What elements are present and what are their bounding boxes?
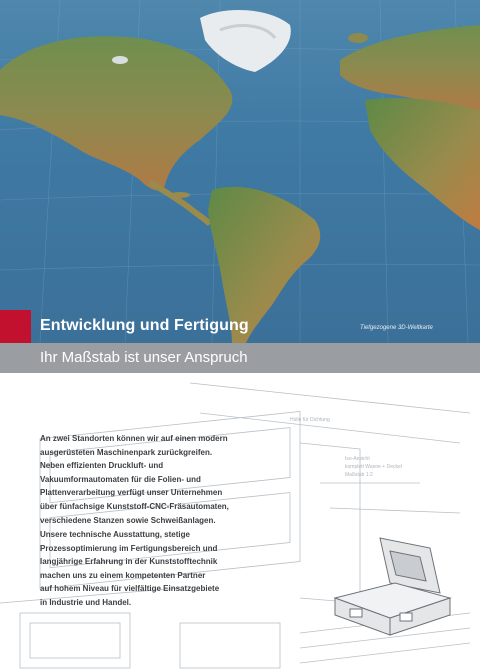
paragraph-2-line: Prozessoptimierung im Fertigungsbereich und — [40, 543, 218, 553]
paragraph-1-line: Plattenverarbeitung verfügt unser Unternehmen — [40, 488, 223, 498]
paragraph-1-line: ausgerüsteten Maschinenpark zurückgreifen. — [40, 447, 213, 457]
paragraph-1-line: Neben effizienten Druckluft- und — [40, 461, 164, 471]
paragraph-1-line: verschiedene Stanzen sowie Schweißanlagen. — [40, 515, 216, 525]
paragraph-1-line: Vakuumformautomaten für die Folien- und — [40, 474, 201, 484]
body-paragraph-1 — [40, 432, 260, 527]
svg-text:Iso-Ansicht: Iso-Ansicht — [345, 456, 370, 462]
paragraph-1-line: über fünfachsige Kunststoff-CNC-Fräsautomaten, — [40, 501, 229, 511]
paragraph-1-line: An zwei Standorten können wir auf einen modern — [40, 434, 228, 443]
paragraph-2-line: machen uns zu einem kompetenten Partner — [40, 570, 206, 580]
paragraph-2-line: auf hohem Niveau für vielfältige Einsatzgebiete — [40, 584, 220, 594]
paragraph-2-line: langjährige Erfahrung in der Kunststofftechnik — [40, 557, 218, 567]
title-accent-bar — [0, 310, 31, 343]
svg-text:Maßstab 1:2: Maßstab 1:2 — [345, 472, 373, 478]
paragraph-2-line: Unsere technische Ausstattung, stetige — [40, 530, 190, 539]
svg-text:komplett Wanne + Deckel: komplett Wanne + Deckel — [345, 464, 402, 470]
paragraph-2-line: in Industrie und Handel. — [40, 597, 132, 607]
svg-text:Hülle für Dichtung: Hülle für Dichtung — [290, 417, 330, 423]
page-title: Entwicklung und Fertigung — [40, 317, 249, 334]
body-paragraph-2 — [40, 528, 260, 610]
page-subtitle: Ihr Maßstab ist unser Anspruch — [40, 349, 248, 366]
image-caption: Tiefgezogene 3D-Weltkarte — [360, 325, 433, 331]
